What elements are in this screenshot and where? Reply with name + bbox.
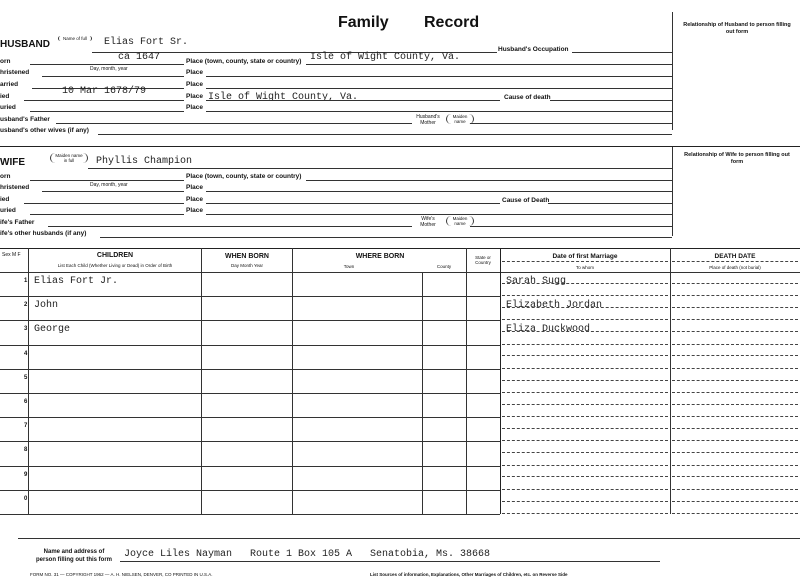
child-name[interactable]: John <box>34 300 59 312</box>
child-row-number: 7 <box>24 423 28 430</box>
husband-name-paren: Name of full <box>58 36 92 41</box>
wife-died-place-label: Place <box>186 196 203 203</box>
husband-label: HUSBAND <box>0 39 50 50</box>
wife-father-label: ife's Father <box>0 219 35 226</box>
state-subheader: State or Country <box>475 255 491 265</box>
husband-buried-place-label: Place <box>186 104 203 111</box>
town-subheader: Town <box>343 264 355 269</box>
husband-born-place[interactable]: Isle of Wight County, Va. <box>310 52 461 63</box>
relationship-wife-label: Relationship of Wife to person filling out form <box>684 152 790 165</box>
where-born-header: WHERE BORN <box>355 253 405 260</box>
wife-born-place-label: Place (town, county, state or country) <box>186 173 302 180</box>
wife-christened-place-label: Place <box>186 184 203 191</box>
sources-note: List Sources of information, Explanations, Other Marriages of Children, etc. on Reverse Side <box>370 572 568 577</box>
child-row-number: 0 <box>24 495 28 502</box>
husband-born-dmy: Day, month, year <box>90 66 128 72</box>
husband-christened-label: hristened <box>0 69 30 76</box>
title-family: Family <box>338 14 389 31</box>
death-subheader: Place of death (not burial) <box>709 265 761 270</box>
wife-name-paren: Maiden name in full <box>50 153 88 163</box>
relationship-wife-box <box>672 146 800 236</box>
husband-mother-paren: Maiden name <box>446 114 474 124</box>
wife-label: WIFE <box>0 157 25 168</box>
wife-born-label: orn <box>0 173 11 180</box>
wife-mother-paren: Maiden name <box>446 216 474 226</box>
filler-label-line2: person filling out this form <box>36 557 112 563</box>
children-header: CHILDREN <box>96 252 134 259</box>
child-row <box>0 466 800 490</box>
county-subheader: County <box>436 264 452 269</box>
filler-label-line1: Name and address of <box>43 549 105 555</box>
child-spouse[interactable]: Elizabeth Jordan <box>506 300 603 312</box>
wife-christened-label: hristened <box>0 184 30 191</box>
when-born-header: WHEN BORN <box>225 253 269 260</box>
wife-cause-of-death-label: Cause of Death <box>502 197 550 204</box>
husband-name[interactable]: Elias Fort Sr. <box>104 37 189 48</box>
child-name[interactable]: Elias Fort Jr. <box>34 276 119 288</box>
husband-other-wives-label: usband's other wives (if any) <box>0 127 89 134</box>
child-row <box>0 441 800 465</box>
child-row-number: 9 <box>24 471 28 478</box>
relationship-husband-label: Relationship of Husband to person filling out form <box>683 22 791 35</box>
husband-born-date[interactable]: ca 1647 <box>118 52 161 63</box>
husband-born-label: orn <box>0 58 11 65</box>
child-row <box>0 490 800 514</box>
children-subheader: List Each Child (Whether Living or Dead) in Order of Birth <box>57 263 173 268</box>
wife-buried-label: uried <box>0 207 16 214</box>
husband-occupation-label: Husband's Occupation <box>498 46 569 53</box>
child-spouse[interactable]: Eliza Duckwood <box>506 324 591 336</box>
child-row <box>0 296 800 320</box>
form-copyright-note: FORM NO. 31 — COPYRIGHT 1962 — A. H. NIELSEN, DENVER, CO PRINTED IN U.S.A. <box>30 572 213 577</box>
husband-christened-place-label: Place <box>186 69 203 76</box>
death-date-header: DEATH DATE <box>714 253 756 260</box>
child-row <box>0 393 800 417</box>
husband-buried-label: uried <box>0 104 16 111</box>
child-row-number: 1 <box>24 278 28 285</box>
filler-name-address[interactable]: Joyce Liles Nayman Route 1 Box 105 A Senatobia, Ms. 38668 <box>124 549 491 560</box>
husband-died-date[interactable]: 10 Mar 1678/79 <box>62 86 147 97</box>
filler-label <box>36 548 112 564</box>
wife-other-husbands-label: ife's other husbands (if any) <box>0 230 87 237</box>
title-record: Record <box>424 14 480 31</box>
husband-died-place-label: Place <box>186 93 203 100</box>
first-marriage-header: Date of first Marriage <box>552 253 618 260</box>
husband-married-label: arried <box>0 81 19 88</box>
child-row-number: 2 <box>24 302 28 309</box>
husband-father-label: usband's Father <box>0 116 50 123</box>
child-row-number: 6 <box>24 399 28 406</box>
child-name[interactable]: George <box>34 324 71 336</box>
husband-cause-of-death-label: Cause of death <box>504 94 551 101</box>
husband-died-label: ied <box>0 93 10 100</box>
wife-name[interactable]: Phyllis Champion <box>96 156 193 167</box>
child-row-number: 5 <box>24 374 28 381</box>
sex-header: Sex M F <box>2 252 21 258</box>
child-row-number: 8 <box>24 447 28 454</box>
child-row <box>0 417 800 441</box>
child-spouse[interactable]: Sarah Sugg <box>506 276 567 288</box>
wife-died-label: ied <box>0 196 10 203</box>
husband-married-place-label: Place <box>186 81 203 88</box>
husband-died-place[interactable]: Isle of Wight County, Va. <box>208 92 359 103</box>
wife-mother-label: Wife's Mother <box>420 216 436 228</box>
husband-born-place-label: Place (town, county, state or country) <box>186 58 302 65</box>
wife-born-dmy: Day, month, year <box>90 182 128 188</box>
child-row <box>0 272 800 296</box>
wife-buried-place-label: Place <box>186 207 203 214</box>
when-born-subheader: Day Month Year <box>230 263 264 268</box>
relationship-husband-box <box>672 12 800 130</box>
child-row <box>0 320 800 344</box>
child-row <box>0 345 800 369</box>
child-row-number: 3 <box>24 326 28 333</box>
to-whom-subheader: To whom <box>575 265 594 270</box>
husband-mother-label: Husband's Mother <box>416 114 440 126</box>
child-row <box>0 369 800 393</box>
child-row-number: 4 <box>24 350 28 357</box>
